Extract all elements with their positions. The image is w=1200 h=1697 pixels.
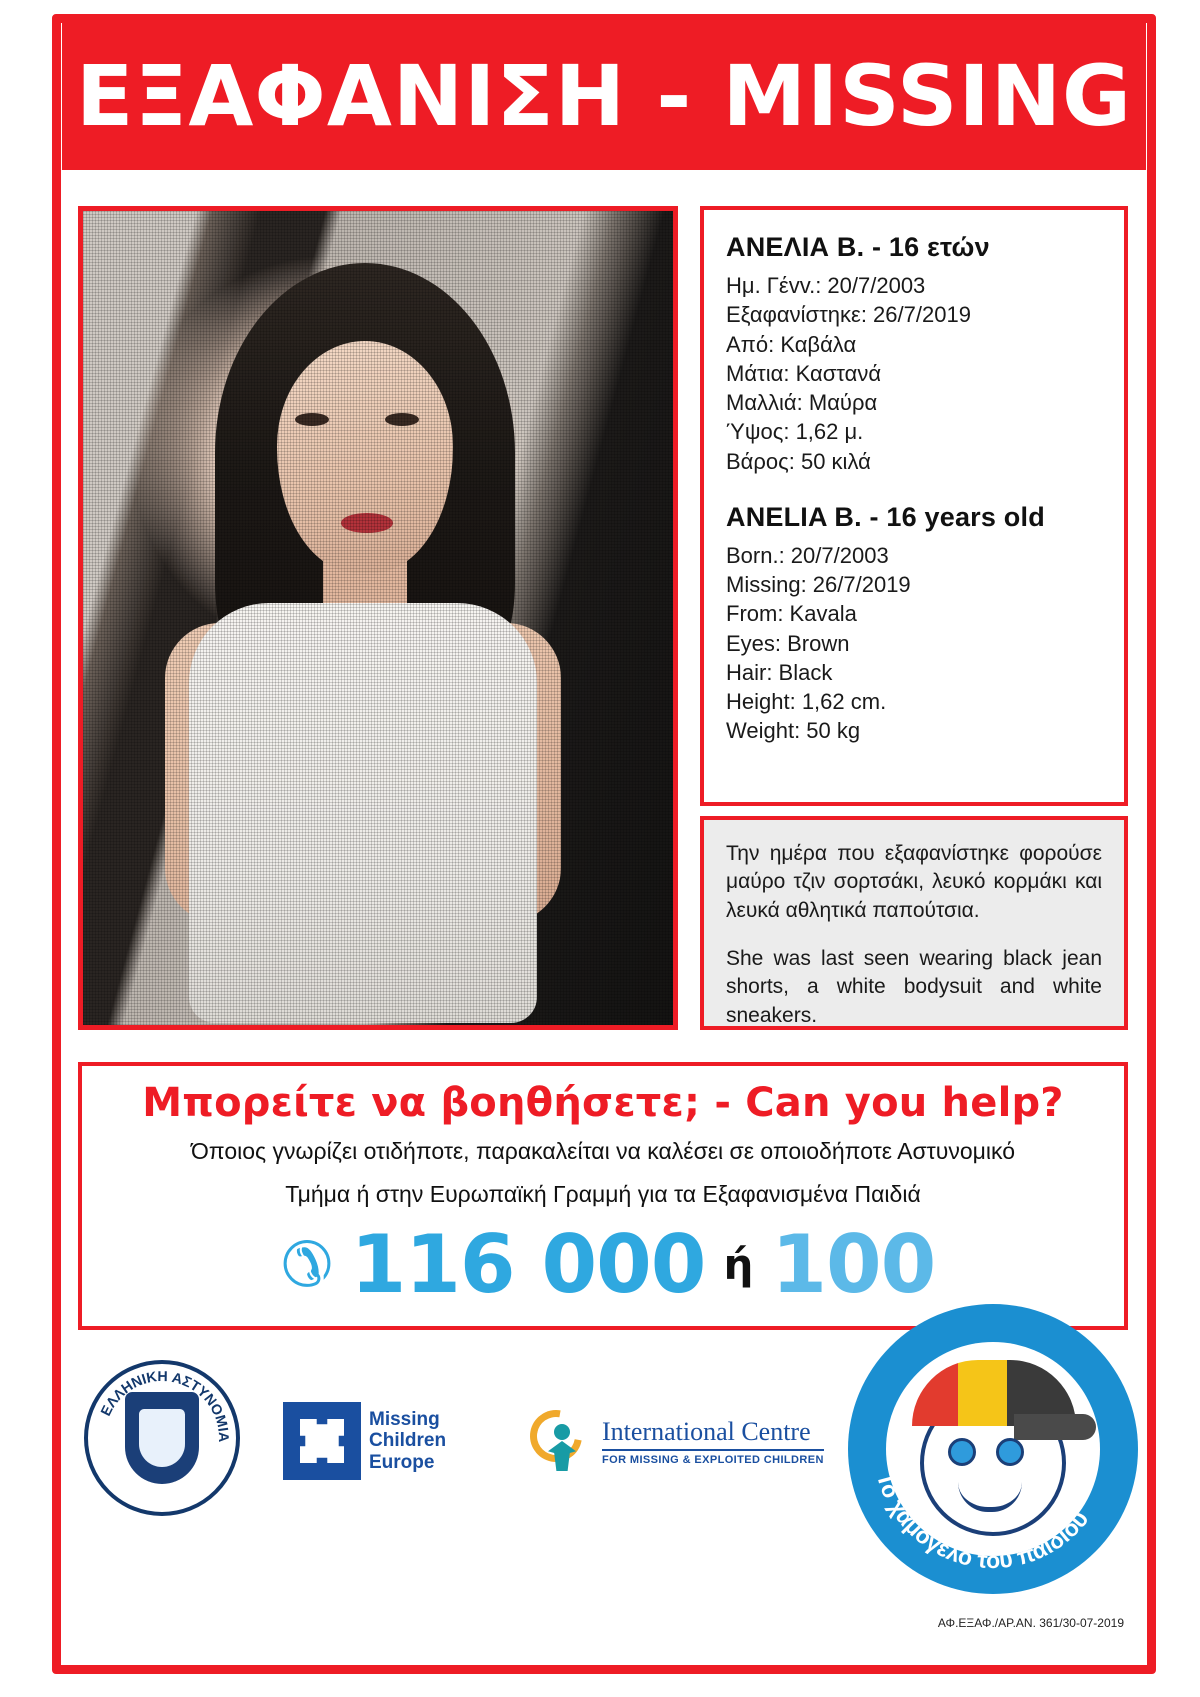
main-content	[78, 206, 1128, 1030]
height-greek: Ύψος: 1,62 μ.	[726, 419, 864, 445]
icmec-head-shape	[554, 1424, 570, 1440]
photo-clothing	[189, 603, 537, 1023]
missing-date-english: Missing: 26/7/2019	[726, 572, 911, 597]
smile-of-the-child-logo	[848, 1304, 1138, 1594]
missing-person-photo	[78, 206, 678, 1030]
icmec-logo	[530, 1398, 830, 1484]
mce-line-3: Europe	[369, 1451, 435, 1473]
header-banner	[62, 22, 1146, 170]
puzzle-piece-shape	[300, 1419, 344, 1463]
from-english: From: Kavala	[726, 601, 857, 627]
hotline-row	[82, 1218, 1124, 1311]
missing-date-greek: Εξαφανίστηκε: 26/7/2019	[726, 302, 971, 328]
page-title: ΕΞΑΦΑΝΙΣΗ - MISSING	[75, 47, 1133, 145]
born-greek: Ημ. Γέvv.: 20/7/2003	[726, 273, 926, 298]
svg-text:Το χαμόγελο του παιδιού: Το χαμόγελο του παιδιού	[871, 1469, 1094, 1574]
hotline-separator: ή	[723, 1240, 754, 1289]
weight-greek: Βάρος: 50 κιλά	[726, 448, 871, 474]
name-english: ANELIA B. - 16 years old	[726, 501, 1045, 532]
hotline-primary[interactable]: 116 000	[350, 1218, 706, 1311]
puzzle-icon	[283, 1402, 361, 1480]
reference-code: ΑΦ.ΕΞΑΦ./AP.AN. 361/30-07-2019	[937, 1616, 1124, 1630]
icmec-label	[602, 1417, 824, 1466]
smile-badge-label	[848, 1304, 1138, 1594]
help-box	[78, 1062, 1128, 1330]
photo-lips	[341, 513, 393, 533]
icmec-line-1: International Centre	[602, 1416, 811, 1446]
clothing-description-box	[700, 816, 1128, 1030]
hotline-secondary[interactable]: 100	[771, 1218, 936, 1311]
clothing-greek: Την ημέρα που εξαφανίστηκε φορούσε μαύρο τζιν σορτσάκι, λευκό κορμάκι και λευκά αθλητικά παπούτσια.	[726, 842, 1102, 922]
details-box	[700, 206, 1128, 806]
mce-label	[369, 1409, 446, 1473]
phone-icon: ✆	[280, 1227, 333, 1301]
eyes-english: Eyes: Brown	[726, 630, 850, 656]
photo-subject	[145, 263, 575, 1030]
weight-english: Weight: 50 kg	[726, 718, 861, 744]
info-column	[700, 206, 1128, 1030]
help-line-2: Τμήμα ή στην Ευρωπαϊκή Γραμμή για τα Εξαφανισμένα Παιδιά	[285, 1181, 921, 1207]
icmec-figure-icon	[530, 1408, 592, 1474]
eyes-greek: Μάτια: Καστανά	[726, 360, 882, 386]
icmec-line-2: FOR MISSING & EXPLOITED CHILDREN	[602, 1449, 824, 1466]
hair-english: Hair: Black	[726, 659, 833, 685]
help-line-1: Όποιος γνωρίζει οτιδήποτε, παρακαλείται να καλέσει σε οποιοδήποτε Αστυνομικό	[191, 1138, 1015, 1164]
photo-face	[277, 341, 453, 573]
photo-eye-left	[295, 413, 329, 426]
height-english: Height: 1,62 cm.	[726, 689, 887, 714]
missing-children-europe-logo	[283, 1400, 513, 1482]
mce-line-2: Children	[369, 1430, 447, 1452]
born-english: Born.: 20/7/2003	[726, 542, 889, 568]
police-logo-label	[88, 1364, 236, 1512]
mce-line-1: Missing	[369, 1409, 440, 1431]
footer-logos	[78, 1352, 1128, 1632]
help-title: Μπορείτε να βοηθήσετε; - Can you help?	[142, 1080, 1064, 1126]
name-greek: ΑΝΕΛΙΑ Β. - 16 ετών	[726, 232, 990, 262]
from-greek: Από: Καβάλα	[726, 331, 857, 357]
clothing-english: She was last seen wearing black jean shorts, a white bodysuit and white sneakers.	[726, 947, 1102, 1027]
photo-eye-right	[385, 413, 419, 426]
hellenic-police-logo	[84, 1360, 240, 1516]
hair-greek: Μαλλιά: Μαύρα	[726, 390, 878, 415]
svg-text:ΕΛΛΗΝΙΚΗ ΑΣΤΥΝΟΜΙΑ: ΕΛΛΗΝΙΚΗ ΑΣΤΥΝΟΜΙΑ	[98, 1369, 231, 1443]
info-divider	[726, 476, 1102, 502]
